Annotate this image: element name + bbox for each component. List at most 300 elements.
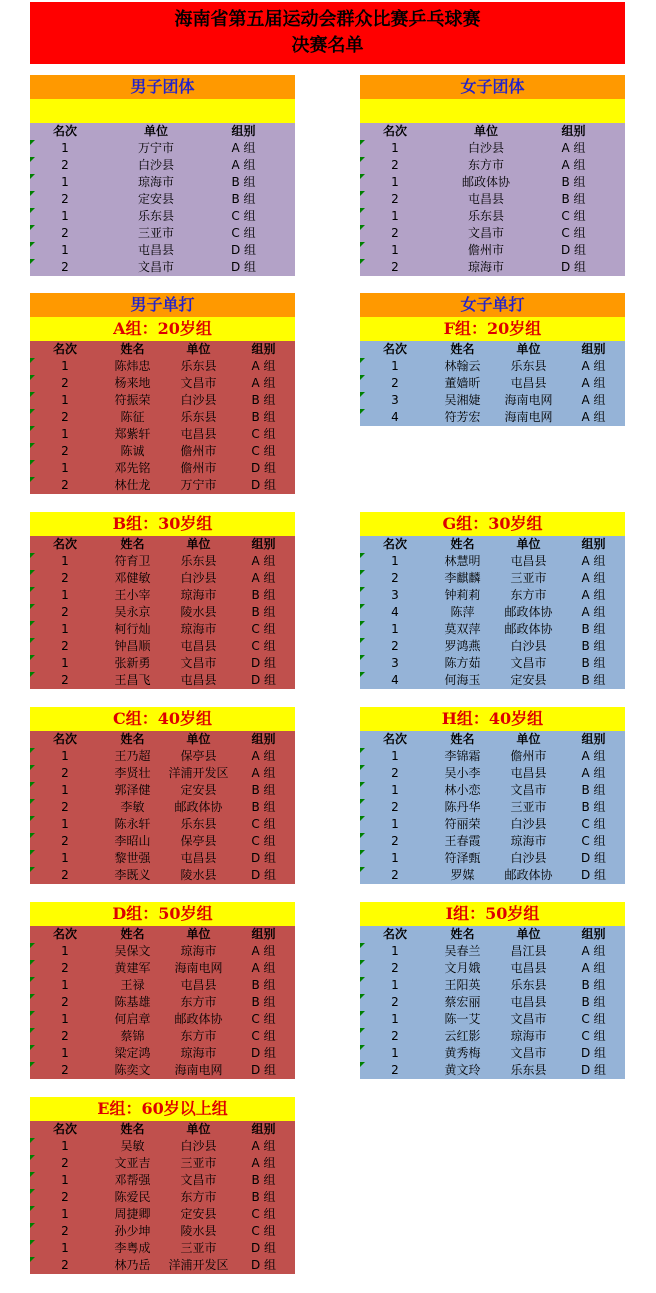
table-cell: 2	[61, 376, 69, 390]
table-cell: 文昌市	[180, 1173, 217, 1187]
table-cell: A 组	[251, 554, 276, 568]
table-row	[360, 375, 625, 392]
table-cell: D 组	[250, 478, 277, 492]
table-cell: 3	[391, 393, 399, 407]
table-cell: D 组	[560, 243, 587, 257]
table-cell: 1	[61, 851, 69, 865]
table-row	[360, 960, 625, 977]
table-cell: 林仕龙	[114, 478, 151, 492]
table-cell: 屯昌县	[510, 376, 547, 390]
group-title: G组：30岁组	[360, 512, 625, 536]
table-cell: 符振荣	[114, 393, 151, 407]
table-cell: 黎世强	[114, 851, 151, 865]
table-row	[30, 587, 295, 604]
table-cell: A 组	[251, 376, 276, 390]
table-row	[30, 553, 295, 570]
table-cell: 周捷卿	[114, 1207, 151, 1221]
table-cell: 乐东县	[510, 978, 547, 992]
table-cell: 符芳宏	[444, 410, 481, 424]
table-cell: 白沙县	[510, 639, 547, 653]
group-h-section	[360, 707, 625, 884]
table-cell: 林小恋	[444, 783, 481, 797]
table-cell: 2	[391, 834, 399, 848]
table-cell: 琼海市	[467, 260, 504, 274]
table-row	[30, 765, 295, 782]
table-cell: 吴春兰	[444, 944, 481, 958]
table-cell: 2	[61, 192, 69, 206]
table-cell: A 组	[251, 961, 276, 975]
table-row	[30, 1223, 295, 1240]
table-row	[360, 157, 625, 174]
table-cell: 乐东县	[467, 209, 504, 223]
table-cell: C 组	[581, 817, 606, 831]
table-cell: 屯昌县	[467, 192, 504, 206]
table-cell: 文昌市	[510, 783, 547, 797]
table-cell: B 组	[231, 192, 256, 206]
table-cell: 陈诚	[120, 444, 145, 458]
table-cell: 乐东县	[180, 410, 217, 424]
table-cell: 陈征	[120, 410, 145, 424]
table-cell: 1	[391, 209, 399, 223]
table-cell: B 组	[251, 588, 276, 602]
table-row	[360, 1045, 625, 1062]
womens-team-section	[360, 75, 625, 276]
column-header: 单位	[186, 537, 211, 551]
table-cell: 定安县	[180, 1207, 217, 1221]
table-cell: 文昌市	[467, 226, 504, 240]
group-table	[30, 1121, 295, 1274]
group-title: I组：50岁组	[360, 902, 625, 926]
table-cell: A 组	[251, 1139, 276, 1153]
table-cell: 三亚市	[137, 226, 174, 240]
table-row	[30, 1155, 295, 1172]
table-cell: 2	[61, 1156, 69, 1170]
table-cell: 李既义	[114, 868, 151, 882]
table-cell: 1	[61, 175, 69, 189]
table-cell: B 组	[251, 995, 276, 1009]
table-cell: 邓帮强	[114, 1173, 151, 1187]
table-cell: A 组	[581, 961, 606, 975]
table-cell: A 组	[581, 554, 606, 568]
table-cell: 2	[61, 1063, 69, 1077]
table-cell: 儋州市	[180, 444, 217, 458]
table-cell: 陈丹华	[444, 800, 481, 814]
table-row	[360, 140, 625, 157]
table-row	[360, 621, 625, 638]
table-cell: 1	[61, 393, 69, 407]
table-cell: B 组	[581, 783, 606, 797]
table-cell: 三亚市	[510, 571, 547, 585]
table-cell: 屯昌县	[510, 995, 547, 1009]
table-cell: 万宁市	[180, 478, 217, 492]
column-header: 姓名	[120, 927, 145, 941]
mens-team-section	[30, 75, 295, 276]
table-row	[30, 867, 295, 884]
group-table	[30, 341, 295, 494]
table-cell: 蔡锦	[120, 1029, 145, 1043]
table-row	[30, 1206, 295, 1223]
column-header: 姓名	[120, 342, 145, 356]
table-cell: 1	[391, 175, 399, 189]
column-header: 姓名	[120, 537, 145, 551]
table-cell: 2	[61, 605, 69, 619]
table-cell: D 组	[250, 461, 277, 475]
table-cell: 柯行灿	[114, 622, 151, 636]
table-cell: 4	[391, 410, 399, 424]
table-cell: 钟莉莉	[444, 588, 481, 602]
table-row	[30, 994, 295, 1011]
column-header: 组别	[251, 927, 276, 941]
table-header	[30, 1121, 295, 1138]
table-cell: 儋州市	[510, 749, 547, 763]
table-cell: 陈奕文	[114, 1063, 151, 1077]
table-cell: 陈炜忠	[114, 359, 151, 373]
table-cell: 4	[391, 605, 399, 619]
table-cell: 2	[391, 192, 399, 206]
table-row	[360, 977, 625, 994]
column-header: 名次	[52, 927, 77, 941]
table-cell: 三亚市	[510, 800, 547, 814]
table-cell: A 组	[251, 359, 276, 373]
table-cell: 东方市	[180, 1029, 217, 1043]
table-row	[30, 1240, 295, 1257]
table-cell: 杨来地	[114, 376, 151, 390]
table-cell: 吴湘婕	[444, 393, 481, 407]
page-title	[30, 2, 625, 64]
table-cell: B 组	[561, 175, 586, 189]
table-cell: D 组	[250, 1046, 277, 1060]
table-row	[360, 242, 625, 259]
table-cell: 白沙县	[180, 571, 217, 585]
table-cell: 3	[391, 588, 399, 602]
table-row	[30, 943, 295, 960]
table-cell: 2	[61, 673, 69, 687]
group-table	[30, 536, 295, 689]
table-cell: 1	[391, 783, 399, 797]
table-cell: 孙少坤	[114, 1224, 151, 1238]
table-cell: C 组	[561, 226, 586, 240]
table-cell: B 组	[581, 995, 606, 1009]
table-cell: D 组	[230, 243, 257, 257]
table-cell: 2	[391, 260, 399, 274]
table-cell: 1	[61, 656, 69, 670]
table-cell: A 组	[581, 749, 606, 763]
table-cell: 琼海市	[180, 588, 217, 602]
column-header: 名次	[382, 732, 407, 746]
table-cell: B 组	[581, 639, 606, 653]
table-row	[30, 1172, 295, 1189]
group-title: C组：40岁组	[30, 707, 295, 731]
table-cell: 1	[391, 851, 399, 865]
table-cell: 2	[61, 834, 69, 848]
table-cell: 2	[391, 868, 399, 882]
column-header: 组别	[561, 124, 586, 138]
table-header	[30, 123, 295, 140]
table-cell: A 组	[251, 749, 276, 763]
table-row	[30, 621, 295, 638]
table-cell: 王阳英	[444, 978, 481, 992]
table-row	[30, 748, 295, 765]
table-cell: A 组	[581, 410, 606, 424]
column-header: 名次	[382, 342, 407, 356]
table-cell: 海南电网	[504, 393, 553, 407]
table-cell: 1	[61, 1241, 69, 1255]
table-cell: 2	[391, 376, 399, 390]
table-row	[360, 816, 625, 833]
column-header: 单位	[186, 732, 211, 746]
table-cell: 王小宰	[114, 588, 151, 602]
column-header: 组别	[251, 1122, 276, 1136]
table-cell: 1	[61, 554, 69, 568]
table-cell: 2	[391, 1063, 399, 1077]
table-cell: A 组	[561, 141, 586, 155]
table-cell: 东方市	[180, 995, 217, 1009]
table-row	[30, 426, 295, 443]
table-header	[30, 536, 295, 553]
table-cell: 邮政体协	[174, 800, 223, 814]
table-row	[30, 833, 295, 850]
table-header	[30, 926, 295, 943]
table-cell: D 组	[250, 868, 277, 882]
table-row	[30, 477, 295, 494]
table-cell: 文月娥	[444, 961, 481, 975]
group-table	[30, 731, 295, 884]
table-cell: 2	[391, 571, 399, 585]
table-cell: 陈方茹	[444, 656, 481, 670]
column-header: 组别	[251, 537, 276, 551]
table-cell: C 组	[231, 226, 256, 240]
column-header: 单位	[516, 342, 541, 356]
group-title: B组：30岁组	[30, 512, 295, 536]
table-header	[360, 123, 625, 140]
column-header: 单位	[143, 124, 168, 138]
section-title: 女子单打	[360, 293, 625, 317]
table-cell: 1	[61, 141, 69, 155]
table-cell: 1	[61, 944, 69, 958]
table-cell: 2	[61, 961, 69, 975]
column-header: 姓名	[120, 1122, 145, 1136]
table-cell: 1	[61, 359, 69, 373]
column-header: 组别	[251, 732, 276, 746]
table-row	[30, 1257, 295, 1274]
table-row	[360, 208, 625, 225]
table-row	[360, 587, 625, 604]
table-cell: 2	[61, 766, 69, 780]
table-row	[30, 638, 295, 655]
table-header	[360, 341, 625, 358]
table-cell: 王昌飞	[114, 673, 151, 687]
group-table	[360, 926, 625, 1079]
group-title: E组：60岁以上组	[30, 1097, 295, 1121]
table-cell: 东方市	[510, 588, 547, 602]
table-cell: 罗鸿燕	[444, 639, 481, 653]
table-row	[360, 1062, 625, 1079]
table-row	[30, 816, 295, 833]
table-cell: 1	[391, 978, 399, 992]
table-row	[30, 225, 295, 242]
table-cell: C 组	[231, 209, 256, 223]
table-cell: 屯昌县	[180, 673, 217, 687]
womens-single-section	[360, 293, 625, 426]
table-cell: 2	[61, 1224, 69, 1238]
table-row	[30, 782, 295, 799]
table-row	[360, 409, 625, 426]
table-cell: 2	[391, 800, 399, 814]
table-cell: 3	[391, 656, 399, 670]
table-cell: 琼海市	[180, 944, 217, 958]
table-cell: 2	[61, 868, 69, 882]
table-header	[360, 731, 625, 748]
table-cell: A 组	[561, 158, 586, 172]
table-cell: 屯昌县	[180, 427, 217, 441]
table-cell: 儋州市	[467, 243, 504, 257]
table-cell: C 组	[251, 622, 276, 636]
group-i-section	[360, 902, 625, 1079]
table-cell: 文昌市	[510, 1012, 547, 1026]
table-cell: 2	[61, 1029, 69, 1043]
table-cell: 定安县	[137, 192, 174, 206]
table-row	[360, 392, 625, 409]
column-header: 姓名	[450, 927, 475, 941]
table-row	[30, 392, 295, 409]
table-cell: 陈爱民	[114, 1190, 151, 1204]
table-row	[30, 655, 295, 672]
column-header: 单位	[516, 732, 541, 746]
table-cell: 2	[61, 1258, 69, 1272]
table-cell: 1	[61, 1046, 69, 1060]
table-cell: 黄秀梅	[444, 1046, 481, 1060]
table-cell: 黄建军	[114, 961, 151, 975]
table-cell: D 组	[250, 673, 277, 687]
table-cell: 1	[61, 461, 69, 475]
table-cell: 2	[61, 995, 69, 1009]
table-header	[30, 731, 295, 748]
table-cell: 2	[391, 226, 399, 240]
table-cell: 罗媒	[450, 868, 475, 882]
table-cell: 文昌市	[180, 656, 217, 670]
table-cell: 1	[391, 359, 399, 373]
table-row	[30, 960, 295, 977]
table-cell: A 组	[581, 571, 606, 585]
column-header: 名次	[52, 124, 77, 138]
table-cell: 三亚市	[180, 1156, 217, 1170]
table-cell: 文亚吉	[114, 1156, 151, 1170]
table-cell: 定安县	[510, 673, 547, 687]
table-cell: C 组	[251, 817, 276, 831]
table-cell: 屯昌县	[137, 243, 174, 257]
table-cell: C 组	[251, 444, 276, 458]
table-cell: 东方市	[467, 158, 504, 172]
table-cell: 莫双萍	[444, 622, 481, 636]
table-cell: 吴永京	[114, 605, 151, 619]
table-cell: B 组	[251, 800, 276, 814]
table-cell: 何启章	[114, 1012, 151, 1026]
table-cell: 万宁市	[137, 141, 174, 155]
table-cell: 2	[391, 961, 399, 975]
table-cell: 2	[61, 478, 69, 492]
table-cell: 郭泽健	[114, 783, 151, 797]
table-cell: C 组	[581, 834, 606, 848]
table-cell: 郑紫轩	[114, 427, 151, 441]
table-row	[30, 1189, 295, 1206]
group-table	[360, 341, 625, 426]
group-table	[30, 926, 295, 1079]
table-cell: 乐东县	[510, 359, 547, 373]
table-cell: D 组	[250, 1063, 277, 1077]
table-cell: 1	[61, 427, 69, 441]
group-title: F组：20岁组	[360, 317, 625, 341]
table-row	[30, 140, 295, 157]
table-cell: 云红影	[444, 1029, 481, 1043]
table-row	[360, 174, 625, 191]
table-cell: A 组	[251, 944, 276, 958]
table-cell: A 组	[231, 158, 256, 172]
table-cell: 洋浦开发区	[168, 1258, 229, 1272]
table-cell: 文昌市	[137, 260, 174, 274]
table-cell: B 组	[581, 673, 606, 687]
table-cell: A 组	[581, 766, 606, 780]
table-cell: D 组	[250, 851, 277, 865]
table-cell: 乐东县	[180, 817, 217, 831]
column-header: 组别	[581, 537, 606, 551]
table-cell: 陵水县	[180, 868, 217, 882]
section-title: 男子单打	[30, 293, 295, 317]
table-cell: B 组	[251, 605, 276, 619]
table-cell: 白沙县	[510, 817, 547, 831]
table-row	[360, 1011, 625, 1028]
table-cell: B 组	[251, 1173, 276, 1187]
table-cell: 海南电网	[174, 1063, 223, 1077]
table-cell: D 组	[560, 260, 587, 274]
table-row	[360, 638, 625, 655]
column-header: 组别	[231, 124, 256, 138]
column-header: 姓名	[450, 342, 475, 356]
table-row	[30, 358, 295, 375]
table-cell: 符育卫	[114, 554, 151, 568]
table-row	[360, 782, 625, 799]
section-spacer	[360, 99, 625, 123]
table-cell: 王乃超	[114, 749, 151, 763]
table-row	[30, 850, 295, 867]
table-cell: 2	[61, 158, 69, 172]
table-cell: B 组	[231, 175, 256, 189]
table-cell: A 组	[581, 588, 606, 602]
column-header: 姓名	[450, 732, 475, 746]
table-cell: 1	[391, 622, 399, 636]
column-header: 名次	[52, 732, 77, 746]
section-spacer	[30, 99, 295, 123]
table-cell: 林慧明	[444, 554, 481, 568]
table-cell: 乐东县	[510, 1063, 547, 1077]
table-row	[30, 409, 295, 426]
table-cell: 三亚市	[180, 1241, 217, 1255]
table-cell: 李敏	[120, 800, 145, 814]
table-cell: 2	[61, 639, 69, 653]
table-cell: C 组	[251, 427, 276, 441]
table-cell: 屯昌县	[510, 554, 547, 568]
table-cell: C 组	[581, 1012, 606, 1026]
table-cell: 2	[61, 800, 69, 814]
table-cell: 白沙县	[510, 851, 547, 865]
table-cell: 吴小李	[444, 766, 481, 780]
table-cell: 1	[391, 243, 399, 257]
table-cell: 吴保文	[114, 944, 151, 958]
group-b-section	[30, 512, 295, 689]
column-header: 名次	[52, 342, 77, 356]
table-cell: 屯昌县	[180, 639, 217, 653]
column-header: 组别	[581, 927, 606, 941]
table-row	[360, 765, 625, 782]
